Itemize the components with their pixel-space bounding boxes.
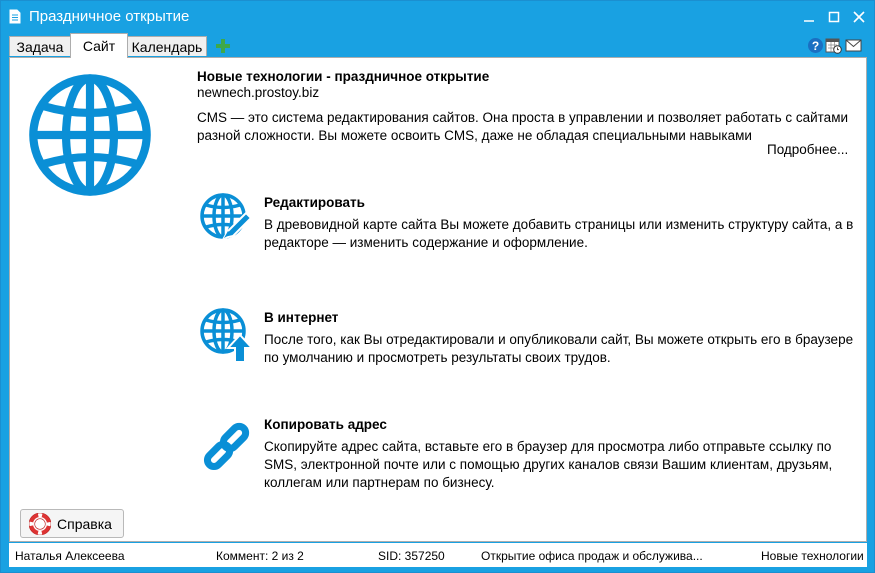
document-icon [9,9,21,24]
close-icon [853,11,865,23]
tab-task[interactable] [9,36,71,56]
status-user[interactable]: Наталья Алексеева [15,549,125,563]
maximize-button[interactable] [822,1,846,33]
internet-action-title[interactable]: В интернет [264,310,339,325]
globe-pencil-icon[interactable] [198,191,254,247]
maximize-icon [828,11,840,23]
status-bar-inner [9,543,867,567]
site-url: newnech.prostoy.biz [197,85,320,100]
window-title: Праздничное открытие [29,8,190,25]
status-task[interactable]: Открытие офиса продаж и обслужива... [481,549,703,563]
site-panel [9,57,867,542]
status-bar [1,543,874,572]
title-bar[interactable] [1,1,874,33]
close-button[interactable] [847,1,871,33]
status-comment[interactable]: Коммент: 2 из 2 [216,549,304,563]
tab-label: Календарь [131,38,203,55]
mail-icon[interactable] [845,37,862,54]
status-company[interactable]: Новые технологии [761,549,864,563]
site-title: Новые технологии - праздничное открытие [197,69,490,84]
globe-upload-icon[interactable] [198,306,254,362]
calendar-icon[interactable] [825,37,842,54]
internet-action-text: После того, как Вы отредактировали и опубликовали сайт, Вы можете открыть его в браузере по умолчанию и просмотреть результаты своих трудов. [264,332,854,365]
tab-strip [9,33,867,57]
svg-text:?: ? [811,39,820,53]
minimize-icon [803,11,815,23]
minimize-button[interactable] [797,1,821,33]
copy-address-action-text: Скопируйте адрес сайта, вставьте его в браузер для просмотра либо отправьте ссылку по SMS, электронной почте или с помощью других каналов связи Вашим клиентам, друзьям, коллегам или партнерам по бизнесу. [264,439,833,490]
help-button-label: Справка [57,516,112,532]
copy-address-action-title[interactable]: Копировать адрес [264,417,387,432]
add-tab-icon[interactable] [215,38,231,54]
more-link[interactable]: Подробнее... [767,142,849,157]
globe-icon [27,72,153,198]
edit-action-text: В древовидной карте сайта Вы можете добавить страницы или изменить структуру сайта, а в редакторе — изменить содержание и оформление. [264,217,854,250]
edit-action-title[interactable]: Редактировать [264,195,365,210]
tab-site[interactable] [70,33,128,58]
help-icon[interactable] [807,37,824,54]
site-description: CMS — это система редактирования сайтов. Она проста в управлении и позволяет работать с сайтами разной сложности. Вы можете освоить CMS, даже не обладая специальными навыками [197,110,849,143]
lifebuoy-icon [29,513,51,535]
tab-label: Сайт [82,38,116,54]
tab-label: Задача [16,38,64,55]
tab-calendar[interactable] [127,36,207,56]
help-button[interactable] [20,509,124,538]
link-icon[interactable] [198,421,254,477]
status-sid: SID: 357250 [378,549,445,563]
